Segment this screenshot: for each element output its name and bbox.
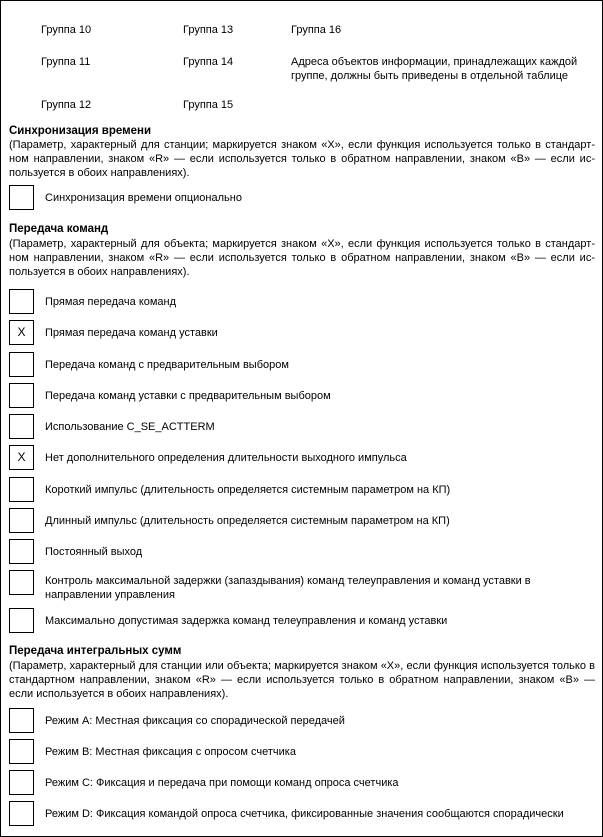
option-label: Нет дополнительного определения длительности выходного импульса: [45, 452, 407, 464]
option-row[interactable]: [9, 539, 589, 567]
option-label: Режим D: Фиксация командой опроса счетчика, фиксированные значения сообщаются спорадически: [45, 808, 564, 820]
option-label: Режим C: Фиксация и передача при помощи команд опроса счетчика: [45, 777, 399, 789]
section-title-commands: Передача команд: [9, 223, 109, 235]
section-description-commands: (Параметр, характерный для объекта; маркируется знаком «X», если функция используется только в стандарт-ном направлении, знаком «R» — если используется только в обратном направлении, знаком «B» — если ис-пользуется в обоих направлениях).: [9, 238, 595, 278]
option-row[interactable]: [9, 801, 589, 829]
checkbox[interactable]: [9, 570, 34, 595]
option-label: Длинный импульс (длительность определяется системным параметром на КП): [45, 515, 450, 527]
checkbox[interactable]: [9, 477, 34, 502]
checkbox[interactable]: [9, 801, 34, 826]
option-label: Короткий импульс (длительность определяется системным параметром на КП): [45, 484, 451, 496]
option-row[interactable]: [9, 770, 589, 798]
checkbox[interactable]: [9, 539, 34, 564]
option-label: Синхронизация времени опционально: [45, 192, 242, 204]
section-description-time-sync: (Параметр, характерный для станции; маркируется знаком «X», если функция используется только в стандарт-ном направлении, знаком «R» — если используется только в обратном направлении, знаком «B» — если ис-пользуется в обоих направлениях).: [9, 139, 595, 179]
group-label: Группа 12: [41, 99, 92, 111]
group-label: Группа 13: [183, 24, 234, 36]
option-row[interactable]: [9, 508, 589, 536]
option-label: Прямая передача команд уставки: [45, 327, 218, 339]
option-label: Прямая передача команд: [45, 296, 177, 308]
checkbox[interactable]: [9, 383, 34, 408]
option-row[interactable]: [9, 570, 589, 602]
checkbox[interactable]: X: [9, 445, 34, 470]
checkbox[interactable]: [9, 352, 34, 377]
option-row[interactable]: [9, 445, 589, 473]
option-row[interactable]: [9, 383, 589, 411]
option-label: Передача команд уставки с предварительным выбором: [45, 390, 331, 402]
section-title-integral-sums: Передача интегральных сумм: [9, 645, 182, 657]
option-row[interactable]: [9, 320, 589, 348]
option-label: Режим А: Местная фиксация со спорадической передачей: [45, 715, 345, 727]
checkbox[interactable]: [9, 185, 34, 210]
checkbox[interactable]: [9, 414, 34, 439]
checkbox[interactable]: [9, 739, 34, 764]
option-row[interactable]: [9, 708, 589, 736]
checkbox[interactable]: [9, 289, 34, 314]
option-label: Режим B: Местная фиксация с опросом счетчика: [45, 746, 296, 758]
checkbox[interactable]: [9, 708, 34, 733]
group-label: Группа 10: [41, 24, 92, 36]
section-description-integral-sums: (Параметр, характерный для станции или объекта; маркируется знаком «X», если функция используется только в стандартном направлении, знаком «R» — если используется только в обратном направлении, знаком «B» — если используется в обоих направлениях).: [9, 660, 595, 700]
option-row[interactable]: [9, 352, 589, 380]
checkbox[interactable]: X: [9, 320, 34, 345]
group-label: Группа 14: [183, 56, 234, 68]
option-row[interactable]: [9, 739, 589, 767]
option-label: Использование C_SE_ACTTERM: [45, 421, 215, 433]
checkbox[interactable]: [9, 508, 34, 533]
option-label: Постоянный выход: [45, 546, 143, 558]
group-label: Группа 11: [41, 56, 91, 68]
option-row[interactable]: [9, 414, 589, 442]
checkbox[interactable]: [9, 770, 34, 795]
groups-note: Адреса объектов информации, принадлежащих каждой группе, должны быть приведены в отдельной таблице: [291, 56, 578, 82]
option-label: Контроль максимальной задержки (запаздывания) команд телеуправления и команд уставки в направлении управления: [45, 575, 531, 601]
checkbox[interactable]: [9, 608, 34, 633]
group-label: Группа 15: [183, 99, 234, 111]
option-label: Максимально допустимая задержка команд телеуправления и команд уставки: [45, 615, 448, 627]
section-title-time-sync: Синхронизация времени: [9, 125, 152, 137]
option-label: Передача команд с предварительным выбором: [45, 359, 289, 371]
option-row[interactable]: [9, 477, 589, 505]
group-label: Группа 16: [291, 24, 342, 36]
option-row[interactable]: [9, 185, 589, 213]
option-row[interactable]: [9, 289, 589, 317]
option-row[interactable]: [9, 608, 589, 636]
